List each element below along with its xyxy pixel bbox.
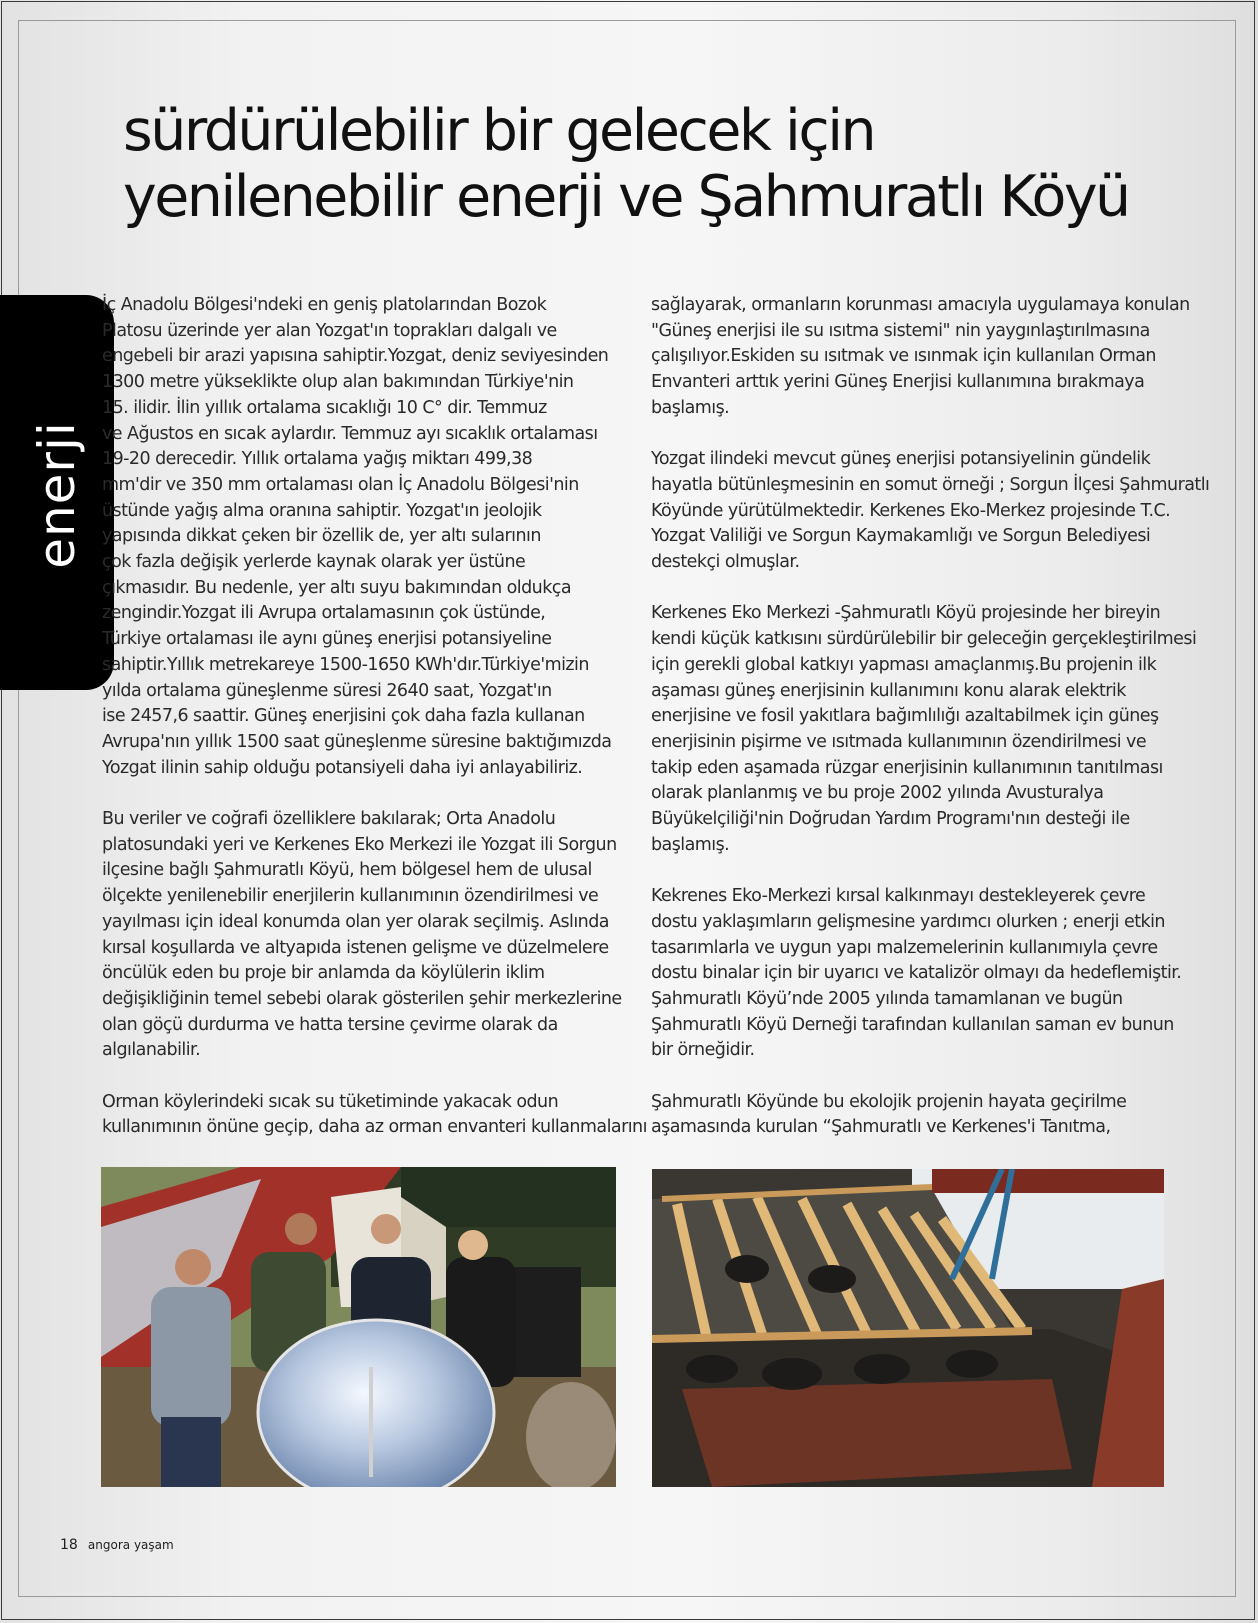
text-line: sahiptir.Yıllık metrekareye 1500-1650 KWh'dır.Türkiye'mizin	[102, 654, 589, 675]
text-line: kullanımının önüne geçip, daha az orman envanteri kullanmalarını	[102, 1117, 647, 1138]
paragraph-break	[651, 576, 1209, 602]
text-line: hayatla bütünleşmesinin en somut örneği ; Sorgun İlçesi Şahmuratlı	[651, 474, 1210, 495]
text-line: dostu binalar için bir uyarıcı ve katalizör olmayı da hedeflemiştir.	[651, 963, 1182, 984]
section-tab-label: enerji	[28, 421, 86, 569]
text-line: platosundaki yeri ve Kerkenes Eko Merkezi ile Yozgat ili Sorgun	[102, 834, 617, 855]
text-line: sağlayarak, ormanların korunması amacıyla uygulamaya konulan	[651, 295, 1190, 315]
text-line: Şahmuratlı Köyünde bu ekolojik projenin hayata geçirilme	[651, 1091, 1127, 1112]
text-line: İç Anadolu Bölgesi'ndeki en geniş platolarından Bozok	[102, 295, 547, 315]
text-line: için gerekli global katkıyı yapması amaçlanmış.Bu projenin ilk	[651, 654, 1157, 675]
text-line: Büyükelçiliği'nin Doğrudan Yardım Programı'nın desteği ile	[651, 809, 1130, 830]
text-line: algılanabilir.	[102, 1040, 201, 1061]
text-line: başlamış.	[651, 834, 730, 855]
text-line: Köyünde yürütülmektedir. Kerkenes Eko-Merkez projesinde T.C.	[651, 500, 1171, 521]
text-line: ise 2457,6 saattir. Güneş enerjisini çok daha fazla kullanan	[102, 706, 585, 727]
text-line: ve Ağustos en sıcak aylardır. Temmuz ayı sıcaklık ortalaması	[102, 423, 598, 444]
text-line: yapısında dikkat çeken bir özellik de, yer altı sularının	[102, 526, 541, 547]
photo-solar-cooker-image	[101, 1167, 616, 1487]
text-line: Envanteri arttık yerini Güneş Enerjisi kullanımına bırakmaya	[651, 372, 1145, 393]
text-line: Şahmuratlı Köyü’nde 2005 yılında tamamlanan ve bugün	[651, 988, 1123, 1009]
photo-straw-house-construction	[652, 1169, 1164, 1487]
article-column-left	[102, 293, 647, 1141]
page-footer	[60, 1534, 174, 1553]
paragraph-break	[651, 858, 1209, 884]
paragraph-break	[102, 781, 647, 807]
text-line: bir örneğidir.	[651, 1040, 755, 1061]
text-line: kendi küçük katkısını sürdürülebilir bir geleceğin gerçekleştirilmesi	[651, 629, 1197, 650]
article-title	[123, 98, 1129, 230]
text-line: tasarımlarla ve uygun yapı malzemelerinin kullanımıyla çevre	[651, 937, 1158, 958]
text-line: çok fazla değişik yerlerde kaynak olarak yer üstüne	[102, 552, 526, 573]
paragraph-break	[102, 1064, 647, 1090]
text-line: yılda ortalama güneşlenme süresi 2640 saat, Yozgat'ın	[102, 680, 552, 701]
text-line: zengindir.Yozgat ili Avrupa ortalamasının çok üstünde,	[102, 603, 546, 624]
text-line: üstünde yağış alma oranına sahiptir. Yozgat'ın jeolojik	[102, 500, 542, 521]
page-number: 18	[60, 1537, 78, 1553]
text-line: Orman köylerindeki sıcak su tüketiminde yakacak odun	[102, 1091, 559, 1112]
text-line: "Güneş enerjisi ile su ısıtma sistemi" nin yaygınlaştırılmasına	[651, 320, 1150, 341]
text-line: dostu yaklaşımların gelişmesine yardımcı olurken ; enerji etkin	[651, 911, 1165, 932]
text-line: başlamış.	[651, 397, 730, 418]
text-line: Kerkenes Eko Merkezi -Şahmuratlı Köyü projesinde her bireyin	[651, 603, 1161, 624]
paragraph-break	[651, 422, 1209, 448]
text-line: ölçekte yenilenebilir enerjilerin kullanımının özendirilmesi ve	[102, 886, 599, 907]
text-line: 1300 metre yükseklikte olup alan bakımından Türkiye'nin	[102, 372, 574, 393]
title-line-1: sürdürülebilir bir gelecek için	[123, 98, 875, 164]
text-line: Bu veriler ve coğrafi özelliklere bakılarak; Orta Anadolu	[102, 809, 556, 830]
text-line: çalışılıyor.Eskiden su ısıtmak ve ısınmak için kullanılan Orman	[651, 346, 1156, 367]
text-line: 15. ilidir. İlin yıllık ortalama sıcaklığı 10 C° dir. Temmuz	[102, 397, 547, 418]
text-line: aşaması güneş enerjisinin kullanımını konu alarak elektrik	[651, 680, 1126, 701]
text-line: aşamasında kurulan “Şahmuratlı ve Kerkenes'i Tanıtma,	[651, 1117, 1111, 1138]
text-line: enerjisinin pişirme ve ısıtmada kullanımının özendirilmesi ve	[651, 731, 1147, 752]
text-line: Platosu üzerinde yer alan Yozgat'ın toprakları dalgalı ve	[102, 320, 557, 341]
text-line: Avrupa'nın yıllık 1500 saat güneşlenme süresine baktığımızda	[102, 731, 612, 752]
text-line: ilçesine bağlı Şahmuratlı Köyü, hem bölgesel hem de ulusal	[102, 860, 592, 881]
photo-construction-image	[652, 1169, 1164, 1487]
text-line: kırsal koşullarda ve altyapıda istenen gelişme ve düzelmelere	[102, 937, 609, 958]
title-line-2: yenilenebilir enerji ve Şahmuratlı Köyü	[123, 164, 1129, 230]
text-line: olarak planlanmış ve bu proje 2002 yılında Avusturalya	[651, 783, 1104, 804]
text-line: destekçi olmuşlar.	[651, 552, 800, 573]
text-line: Kekrenes Eko-Merkezi kırsal kalkınmayı destekleyerek çevre	[651, 886, 1146, 907]
text-line: engebeli bir arazi yapısına sahiptir.Yozgat, deniz seviyesinden	[102, 346, 609, 367]
text-line: enerjisine ve fosil yakıtlara bağımlılığı azaltabilmek için güneş	[651, 706, 1159, 727]
text-line: değişikliğinin temel sebebi olarak gösterilen şehir merkezlerine	[102, 988, 622, 1009]
text-line: Yozgat Valiliği ve Sorgun Kaymakamlığı ve Sorgun Belediyesi	[651, 526, 1151, 547]
magazine-name: angora yaşam	[87, 1538, 174, 1552]
text-line: takip eden aşamada rüzgar enerjisinin kullanımının tanıtılması	[651, 757, 1163, 778]
text-line: mm'dir ve 350 mm ortalaması olan İç Anadolu Bölgesi'nin	[102, 474, 579, 495]
text-line: Yozgat ilinin sahip olduğu potansiyeli daha iyi anlayabiliriz.	[102, 757, 583, 778]
photo-solar-cooker-villagers	[101, 1167, 616, 1487]
text-line: öncülük eden bu proje bir anlamda da köylülerin iklim	[102, 963, 545, 984]
text-line: 19-20 derecedir. Yıllık ortalama yağış miktarı 499,38	[102, 449, 533, 470]
text-line: Yozgat ilindeki mevcut güneş enerjisi potansiyelinin gündelik	[651, 449, 1151, 470]
text-line: yayılması için ideal konumda olan yer olarak seçilmiş. Aslında	[102, 911, 609, 932]
text-line: olan göçü durdurma ve hatta tersine çevirme olarak da	[102, 1014, 558, 1035]
article-column-right	[651, 293, 1209, 1141]
text-line: Şahmuratlı Köyü Derneği tarafından kullanılan saman ev bunun	[651, 1014, 1174, 1035]
text-line: Türkiye ortalaması ile aynı güneş enerjisi potansiyeline	[102, 629, 552, 650]
paragraph-break	[651, 1064, 1209, 1090]
text-line: çıkmasıdır. Bu nedenle, yer altı suyu bakımından oldukça	[102, 577, 572, 598]
